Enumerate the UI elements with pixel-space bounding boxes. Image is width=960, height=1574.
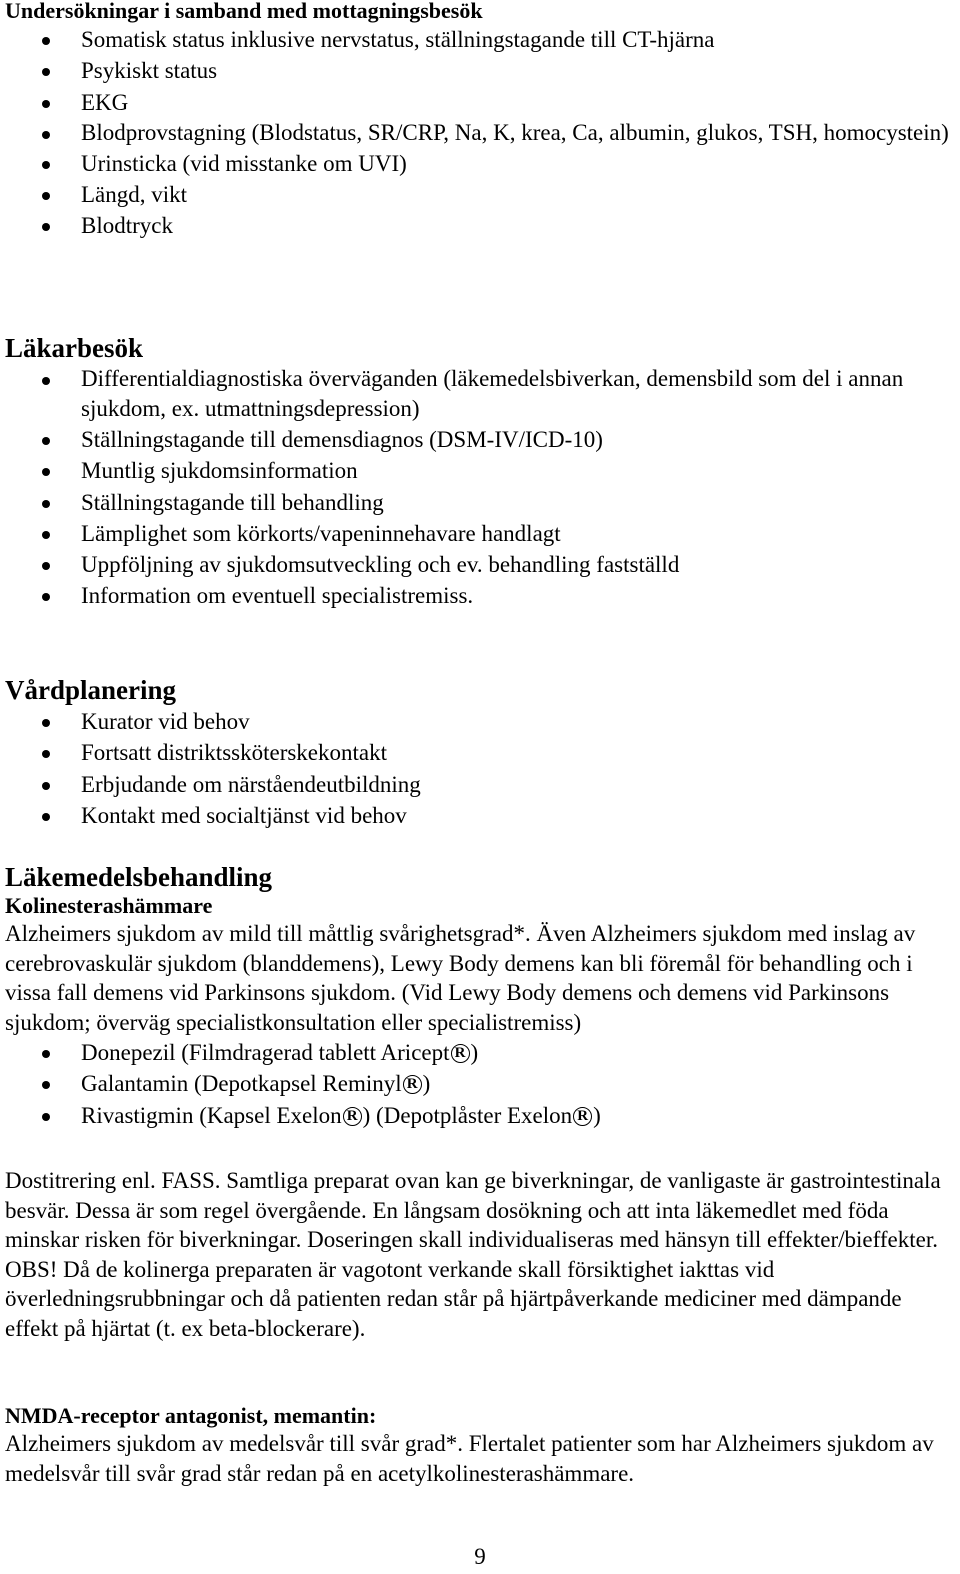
list-item-text: Information om eventuell specialistremiss.	[81, 583, 474, 609]
bullet-icon	[42, 562, 50, 570]
bullet-icon	[42, 1081, 50, 1089]
bullet-icon	[42, 1050, 50, 1058]
drug-text-end: )	[593, 1102, 601, 1128]
bullet-list	[5, 24, 955, 242]
drug-list	[5, 1037, 955, 1131]
list-item	[5, 1068, 955, 1099]
registered-trademark-icon: R	[403, 1075, 422, 1094]
list-item-text: Fortsatt distriktssköterskekontakt	[81, 740, 388, 766]
dosing-block	[5, 1166, 955, 1343]
bullet-list	[5, 706, 955, 831]
list-item	[5, 424, 955, 455]
drug-text-end: )	[470, 1040, 479, 1065]
list-item	[5, 737, 955, 768]
bullet-icon	[42, 1113, 50, 1121]
list-item	[5, 580, 955, 611]
section-nmda	[5, 1403, 955, 1488]
bullet-icon	[42, 500, 50, 508]
bullet-icon	[42, 161, 50, 169]
section-subheading: NMDA-receptor antagonist, memantin:	[5, 1403, 377, 1428]
list-item	[5, 800, 955, 831]
bullet-icon	[42, 782, 50, 790]
bullet-icon	[42, 437, 50, 445]
list-item-text: Erbjudande om närståendeutbildning	[81, 771, 421, 797]
list-item	[5, 364, 955, 424]
nmda-paragraph: Alzheimers sjukdom av medelsvår till svår grad*. Flertalet patienter som har Alzheimers sjukdom av medelsvår till svår grad står redan på en acetylkolinesterashämmare.	[5, 1431, 934, 1486]
bullet-icon	[42, 719, 50, 727]
bullet-list	[5, 364, 955, 612]
list-item	[5, 769, 955, 800]
list-item-text: Urinsticka (vid misstanke om UVI)	[81, 150, 407, 176]
section-vardplanering	[5, 674, 955, 831]
list-item-text: Ställningstagande till demensdiagnos (DSM-IV/ICD-10)	[81, 427, 603, 452]
bullet-icon	[42, 131, 50, 139]
list-item-text: Blodtryck	[81, 213, 173, 239]
bullet-icon	[42, 593, 50, 601]
drug-text: Donepezil (Filmdragerad tablett Aricept	[81, 1040, 450, 1065]
bullet-icon	[42, 377, 50, 385]
bullet-icon	[42, 223, 50, 231]
list-item-text: Differentialdiagnostiska överväganden (läkemedelsbiverkan, demensbild som del i annan sjukdom, ex. utmattningsdepression)	[81, 366, 904, 421]
list-item	[5, 549, 955, 580]
list-item-text: Muntlig sjukdomsinformation	[81, 458, 358, 484]
drug-text: Rivastigmin (Kapsel Exelon	[81, 1102, 342, 1128]
section-heading: Läkarbesök	[5, 333, 144, 363]
drug-text: Galantamin (Depotkapsel Reminyl	[81, 1071, 402, 1097]
bullet-icon	[42, 750, 50, 758]
list-item-text: Uppföljning av sjukdomsutveckling och ev. behandling fastställd	[81, 552, 680, 578]
list-item-text: Kurator vid behov	[81, 709, 250, 734]
bullet-icon	[42, 100, 50, 108]
registered-trademark-icon: R	[573, 1107, 592, 1126]
list-item	[5, 118, 955, 148]
list-item-text: Längd, vikt	[81, 182, 188, 208]
list-item-text: Ställningstagande till behandling	[81, 489, 384, 515]
dosing-paragraph: Dostitrering enl. FASS. Samtliga preparat ovan kan ge biverkningar, de vanligaste är gastrointestinala besvär. Dessa är som regel övergående. En långsam dosökning och att inta läkemedlet med föda minskar risken för biverkningar. Doseringen skall individualiseras med hänsyn till effekter/bieffekter.	[5, 1168, 941, 1252]
list-item	[5, 55, 955, 86]
bullet-icon	[42, 531, 50, 539]
list-item	[5, 706, 955, 737]
list-item	[5, 1100, 955, 1131]
registered-trademark-icon: R	[343, 1107, 362, 1126]
list-item	[5, 87, 955, 118]
bullet-icon	[42, 68, 50, 76]
section-subheading: Kolinesterashämmare	[5, 893, 213, 918]
list-item-text: Kontakt med socialtjänst vid behov	[81, 802, 407, 828]
page-number: 9	[474, 1544, 486, 1569]
list-item	[5, 487, 955, 518]
section-heading: Undersökningar i samband med mottagningsbesök	[5, 0, 483, 23]
bullet-icon	[42, 468, 50, 476]
bullet-icon	[42, 192, 50, 200]
section-lakarbesok	[5, 332, 955, 612]
registered-trademark-icon: R	[451, 1044, 470, 1063]
list-item-text: Psykiskt status	[81, 58, 218, 84]
list-item-text: Lämplighet som körkorts/vapeninnehavare handlagt	[81, 520, 561, 546]
list-item-text: EKG	[81, 89, 129, 115]
list-item-text: Somatisk status inklusive nervstatus, ställningstagande till CT-hjärna	[81, 27, 715, 52]
section-undersokningar	[5, 0, 955, 242]
bullet-icon	[42, 813, 50, 821]
drug-text-middle: ) (Depotplåster Exelon	[362, 1102, 573, 1128]
section-heading: Läkemedelsbehandling	[5, 862, 273, 892]
list-item	[5, 455, 955, 486]
list-item	[5, 179, 955, 210]
bullet-icon	[42, 37, 50, 45]
list-item	[5, 210, 955, 241]
obs-paragraph: OBS! Då de kolinerga preparaten är vagotont verkande skall försiktighet iakttas vid överledningsrubbningar och då patienten redan står på hjärtpåverkande mediciner med dämpande effekt på hjärtat (t. ex beta-blockerare).	[5, 1256, 902, 1341]
list-item-text: Blodprovstagning (Blodstatus, SR/CRP, Na, K, krea, Ca, albumin, glukos, TSH, homocystein)	[81, 119, 949, 145]
drug-text-end: )	[422, 1071, 431, 1097]
list-item	[5, 148, 955, 179]
section-lakemedel	[5, 861, 955, 1131]
section-heading: Vårdplanering	[5, 675, 177, 705]
list-item	[5, 518, 955, 549]
list-item	[5, 1037, 955, 1068]
intro-paragraph: Alzheimers sjukdom av mild till måttlig svårighetsgrad*. Även Alzheimers sjukdom med inslag av cerebrovaskulär sjukdom (blanddemens), Lewy Body demens kan bli föremål för behandling och i vissa fall demens vid Parkinsons sjukdom. (Vid Lewy Body demens och demens vid Parkinsons sjukdom; överväg specialistkonsultation eller specialistremiss)	[5, 921, 916, 1035]
list-item	[5, 24, 955, 55]
